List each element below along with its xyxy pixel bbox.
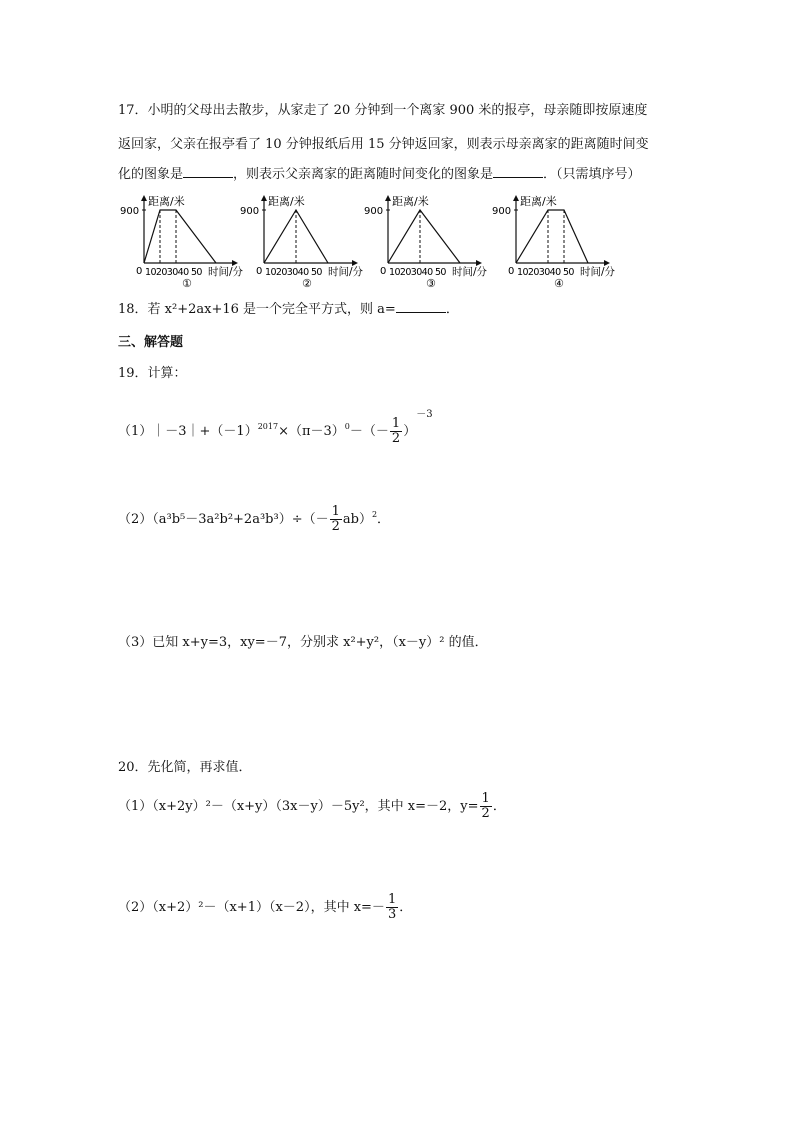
q19-p2-a: （2）（a³b⁵－3a²b²+2a³b³）÷（－ bbox=[118, 512, 329, 527]
y-axis-label: 距离/米 bbox=[268, 195, 305, 208]
x-axis-label: 时间/分 bbox=[208, 266, 244, 278]
q19-p2-b: ab） bbox=[342, 512, 372, 527]
fraction-one-third: $\frac{1}{3}$ bbox=[387, 892, 397, 922]
q19-p1-exp0: 0 bbox=[344, 422, 350, 431]
q17-line3-a: 化的图象是 bbox=[118, 167, 184, 182]
y-tick-label: 900 bbox=[120, 206, 140, 217]
y-tick-label: 900 bbox=[364, 206, 384, 217]
q19-p1-c: －（－ bbox=[349, 424, 389, 439]
y-axis-label: 距离/米 bbox=[392, 195, 429, 208]
y-axis-arrow bbox=[513, 195, 519, 201]
q17-line2: 返回家，父亲在报亭看了 10 分钟报纸后用 15 分钟返回家，则表示母亲离家的距离随时间变 bbox=[118, 137, 649, 152]
q19-part1 bbox=[118, 400, 433, 447]
x-tick-labels: 10203040 50 bbox=[517, 267, 574, 278]
origin-label: 0 bbox=[508, 266, 515, 277]
graph-line bbox=[388, 210, 460, 263]
q19-p2-c: ． bbox=[377, 512, 391, 527]
q17-line1: 17．小明的父母出去散步，从家走了 20 分钟到一个离家 900 米的报亭，母亲随即按原速度 bbox=[118, 103, 648, 118]
x-tick-labels: 10203040 50 bbox=[265, 267, 322, 278]
q20-p2-a: （2）（x+2）²－（x+1）（x－2），其中 x=－ bbox=[118, 900, 385, 915]
q19-p1-exp3: －3 bbox=[416, 409, 433, 420]
section-heading: 三、解答题 bbox=[118, 335, 184, 350]
y-tick-label: 900 bbox=[240, 206, 260, 217]
q17-line3-c: ．（只需填序号） bbox=[543, 167, 641, 182]
origin-label: 0 bbox=[380, 266, 387, 277]
q19-p1-d: ） bbox=[403, 424, 417, 439]
y-axis-label: 距离/米 bbox=[148, 195, 185, 208]
q18-end: ． bbox=[445, 302, 459, 317]
fraction-one-half: $\frac{1}{2}$ bbox=[391, 416, 401, 446]
graph-line bbox=[144, 210, 216, 263]
q19-p1-exp: 2017 bbox=[257, 422, 279, 431]
q17-line3-b: ，则表示父亲离家的距离随时间变化的图象是 bbox=[233, 167, 494, 182]
q20-p2-end: ． bbox=[399, 900, 413, 915]
q19-part3: （3）已知 x+y=3，xy=－7，分别求 x²+y²，（x－y）² 的值． bbox=[118, 635, 488, 650]
q20-title: 20．先化简，再求值． bbox=[118, 760, 252, 775]
graph-3 bbox=[362, 193, 492, 288]
fraction-one-half: $\frac{1}{2}$ bbox=[331, 504, 340, 534]
y-axis-arrow bbox=[141, 195, 147, 201]
q19-title: 19．计算： bbox=[118, 366, 187, 381]
x-axis-label: 时间/分 bbox=[452, 266, 488, 278]
y-axis-arrow bbox=[385, 195, 391, 201]
x-axis-label: 时间/分 bbox=[328, 266, 364, 278]
answer-blank-1 bbox=[183, 165, 233, 178]
origin-label: 0 bbox=[136, 266, 143, 277]
q20-part2 bbox=[118, 893, 412, 923]
graph-line bbox=[516, 210, 588, 263]
q18 bbox=[118, 300, 459, 320]
y-axis-label: 距离/米 bbox=[520, 195, 557, 208]
graph-4 bbox=[490, 193, 620, 288]
y-tick-label: 900 bbox=[492, 206, 512, 217]
q19-p1-b: ×（π－3） bbox=[278, 424, 345, 439]
graph-1 bbox=[118, 193, 248, 288]
x-tick-labels: 10203040 50 bbox=[145, 267, 202, 278]
x-axis-label: 时间/分 bbox=[580, 266, 616, 278]
q20-p1-end: ． bbox=[492, 799, 506, 814]
fraction-one-half: $\frac{1}{2}$ bbox=[481, 791, 490, 821]
y-axis-arrow bbox=[261, 195, 267, 201]
graph-number: ④ bbox=[554, 277, 564, 288]
graph-2 bbox=[238, 193, 368, 288]
q19-p1-a: （1）｜－3｜+（－1） bbox=[118, 424, 258, 439]
q17-line3 bbox=[118, 165, 641, 185]
answer-blank-3 bbox=[396, 300, 446, 313]
x-tick-labels: 10203040 50 bbox=[389, 267, 446, 278]
q20-p1-a: （1）（x+2y）²－（x+y）（3x－y）－5y²，其中 x=－2，y= bbox=[118, 799, 479, 814]
answer-blank-2 bbox=[493, 165, 543, 178]
q19-part2 bbox=[118, 500, 390, 535]
origin-label: 0 bbox=[256, 266, 263, 277]
graph-number: ③ bbox=[426, 277, 436, 288]
q20-part1 bbox=[118, 792, 506, 822]
graph-number: ① bbox=[182, 277, 192, 288]
q18-text: 18．若 x²+2ax+16 是一个完全平方式，则 a= bbox=[118, 302, 396, 317]
q19-p2-exp: 2 bbox=[371, 510, 378, 519]
graph-number: ② bbox=[302, 277, 312, 288]
